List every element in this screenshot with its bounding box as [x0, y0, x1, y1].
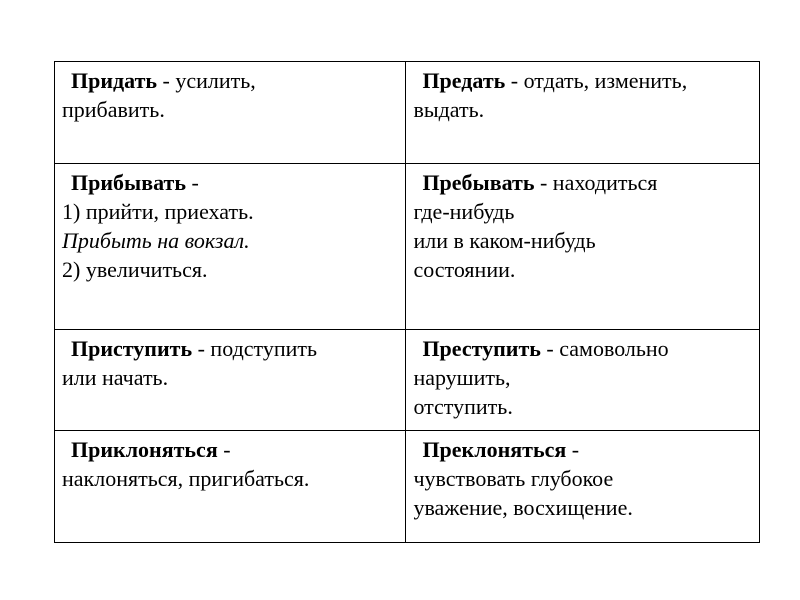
definition-line: где-нибудь	[413, 199, 515, 224]
definition-text: -	[566, 437, 580, 462]
cell-first-line	[62, 334, 397, 363]
term-word: Преступить	[422, 336, 541, 361]
cell-first-line	[62, 66, 397, 95]
term-word: Прибывать	[71, 170, 186, 195]
definition-line: или в каком-нибудь	[413, 228, 596, 253]
definition-line: 1) прийти, приехать.	[62, 199, 254, 224]
definition-text: -	[185, 170, 199, 195]
term-word: Приклоняться	[71, 437, 218, 462]
cell-first-line	[62, 168, 397, 197]
definition-line: отступить.	[413, 394, 513, 419]
definition-text: - отдать, изменить,	[505, 68, 688, 93]
table-row	[55, 164, 760, 330]
table-cell-left	[55, 62, 406, 164]
definition-text: - подступить	[192, 336, 318, 361]
definition-line: 2) увеличиться.	[62, 257, 208, 282]
paronyms-table	[54, 61, 760, 543]
cell-first-line	[413, 334, 751, 363]
term-word: Преклоняться	[422, 437, 567, 462]
table-cell-left	[55, 330, 406, 431]
definition-line: наклоняться, пригибаться.	[62, 466, 310, 491]
cell-first-line	[413, 66, 751, 95]
definition-line: нарушить,	[413, 365, 511, 390]
term-word: Придать	[71, 68, 158, 93]
table-row	[55, 62, 760, 164]
definition-line: выдать.	[413, 97, 485, 122]
term-word: Пребывать	[422, 170, 535, 195]
table-row	[55, 431, 760, 543]
table-row	[55, 330, 760, 431]
definition-text: - находиться	[534, 170, 658, 195]
table-cell-right	[406, 431, 760, 543]
example-line: Прибыть на вокзал.	[62, 228, 250, 253]
definition-line: чувствовать глубокое	[413, 466, 614, 491]
table-cell-right	[406, 62, 760, 164]
cell-first-line	[62, 435, 397, 464]
table-cell-left	[55, 164, 406, 330]
definition-line: прибавить.	[62, 97, 165, 122]
term-word: Приступить	[71, 336, 193, 361]
cell-first-line	[413, 435, 751, 464]
term-word: Предать	[422, 68, 506, 93]
cell-first-line	[413, 168, 751, 197]
definition-line: или начать.	[62, 365, 169, 390]
definition-text: -	[217, 437, 231, 462]
definition-text: - усилить,	[157, 68, 256, 93]
table-cell-left	[55, 431, 406, 543]
definition-text: - самовольно	[540, 336, 669, 361]
table-cell-right	[406, 330, 760, 431]
table-cell-right	[406, 164, 760, 330]
definition-line: уважение, восхищение.	[413, 495, 633, 520]
definition-line: состоянии.	[413, 257, 516, 282]
